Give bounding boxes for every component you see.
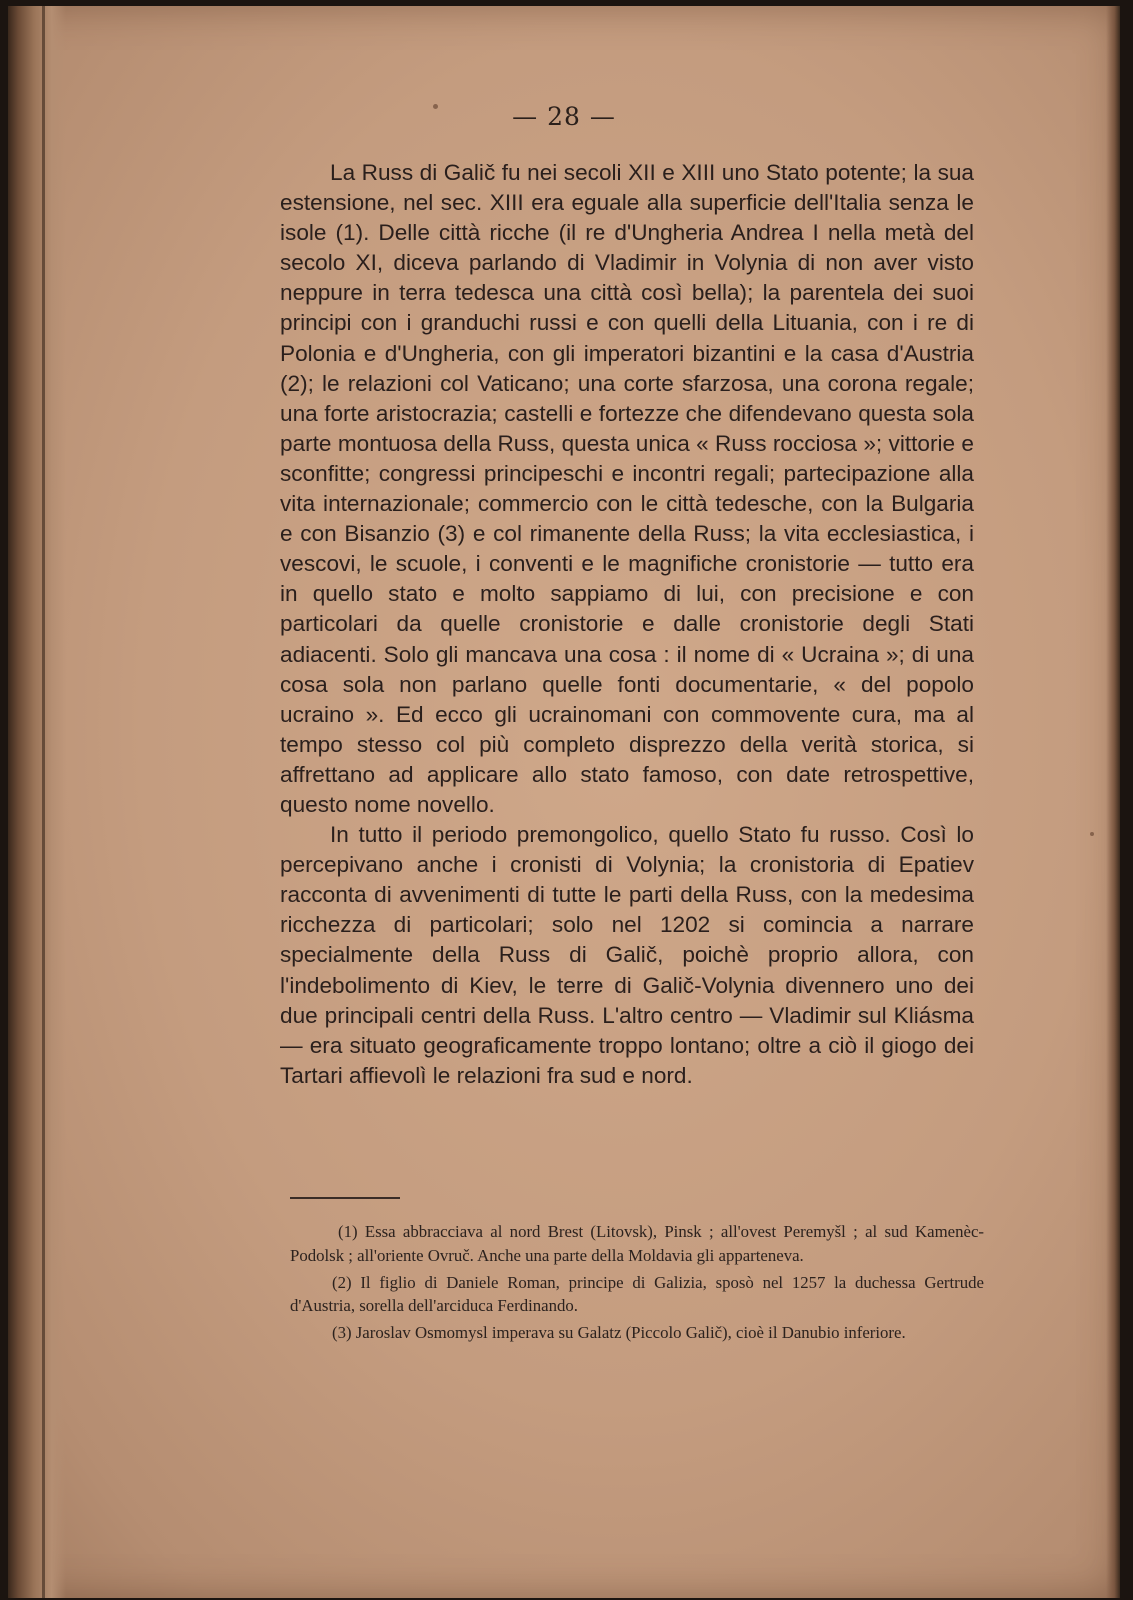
binding-fold-line (42, 6, 45, 1598)
page-right-edge (1106, 6, 1120, 1598)
page-binding-shadow (8, 6, 66, 1598)
footnote-separator (290, 1197, 400, 1199)
book-page (8, 6, 1120, 1598)
footnote-1: (1) Essa abbracciava al nord Brest (Litovsk), Pinsk ; all'ovest Peremyšl ; al sud Kamenèc-Podolsk ; all'oriente Ovruč. Anche una parte della Moldavia gli apparteneva. (290, 1222, 984, 1265)
paragraph-1: La Russ di Galič fu nei secoli XII e XIII uno Stato potente; la sua estensione, nel sec. XIII era eguale alla superficie dell'Italia senza le isole (1). Delle città ricche (il re d'Ungheria Andrea I nella metà del secolo XI, diceva parlando di Vladimir in Volynia di non aver visto neppure in terra tedesca una città così bella); la parentela dei suoi principi con i granduchi russi e con quelli della Lituania, con i re di Polonia e d'Ungheria, con gli imperatori bizantini e la casa d'Austria (2); le relazioni col Vaticano; una corte sfarzosa, una corona regale; una forte aristocrazia; castelli e fortezze che difendevano questa sola parte montuosa della Russ, questa unica « Russ rocciosa »; vittorie e sconfitte; congressi principeschi e incontri regali; partecipazione alla vita internazionale; commercio con le città tedesche, con la Bulgaria e con Bisanzio (3) e col rimanente della Russ; la vita ecclesiastica, i vescovi, le scuole, i conventi e le magnifiche cronistorie — tutto era in quello stato e molto sappiamo di lui, con precisione e con particolari da quelle cronistorie e dalle cronistorie degli Stati adiacenti. Solo gli mancava una cosa : il nome di « Ucraina »; di una cosa sola non parlano quelle fonti documentarie, « del popolo ucraino ». Ed ecco gli ucrainomani con commovente cura, ma al tempo stesso col più completo disprezzo della verità storica, si affrettano ad applicare allo stato famoso, con date retrospettive, questo nome novello. (280, 160, 974, 817)
main-text (280, 158, 974, 1091)
paper-speck (1090, 832, 1094, 836)
footnote-2: (2) Il figlio di Daniele Roman, principe di Galizia, sposò nel 1257 la duchessa Gertrude d'Austria, sorella dell'arciduca Ferdinando. (290, 1272, 984, 1316)
footnotes (290, 1220, 984, 1348)
paragraph-2: In tutto il periodo premongolico, quello Stato fu russo. Così lo percepivano anche i cronisti di Volynia; la cronistoria di Epatiev racconta di avvenimenti di tutte le parti della Russ, con la medesima ricchezza di particolari; solo nel 1202 si comincia a narrare specialmente della Russ di Galič, poichè proprio allora, con l'indebolimento di Kiev, le terre di Galič-Volynia divennero uno dei due principali centri della Russ. L'altro centro — Vladimir sul Kliásma — era situato geograficamente troppo lontano; oltre a ciò il giogo dei Tartari affievolì le relazioni fra sud e nord. (280, 822, 974, 1088)
footnote-3: (3) Jaroslav Osmomysl imperava su Galatz (Piccolo Galič), cioè il Danubio inferiore. (332, 1323, 906, 1343)
page-number: — 28 — (512, 102, 616, 131)
